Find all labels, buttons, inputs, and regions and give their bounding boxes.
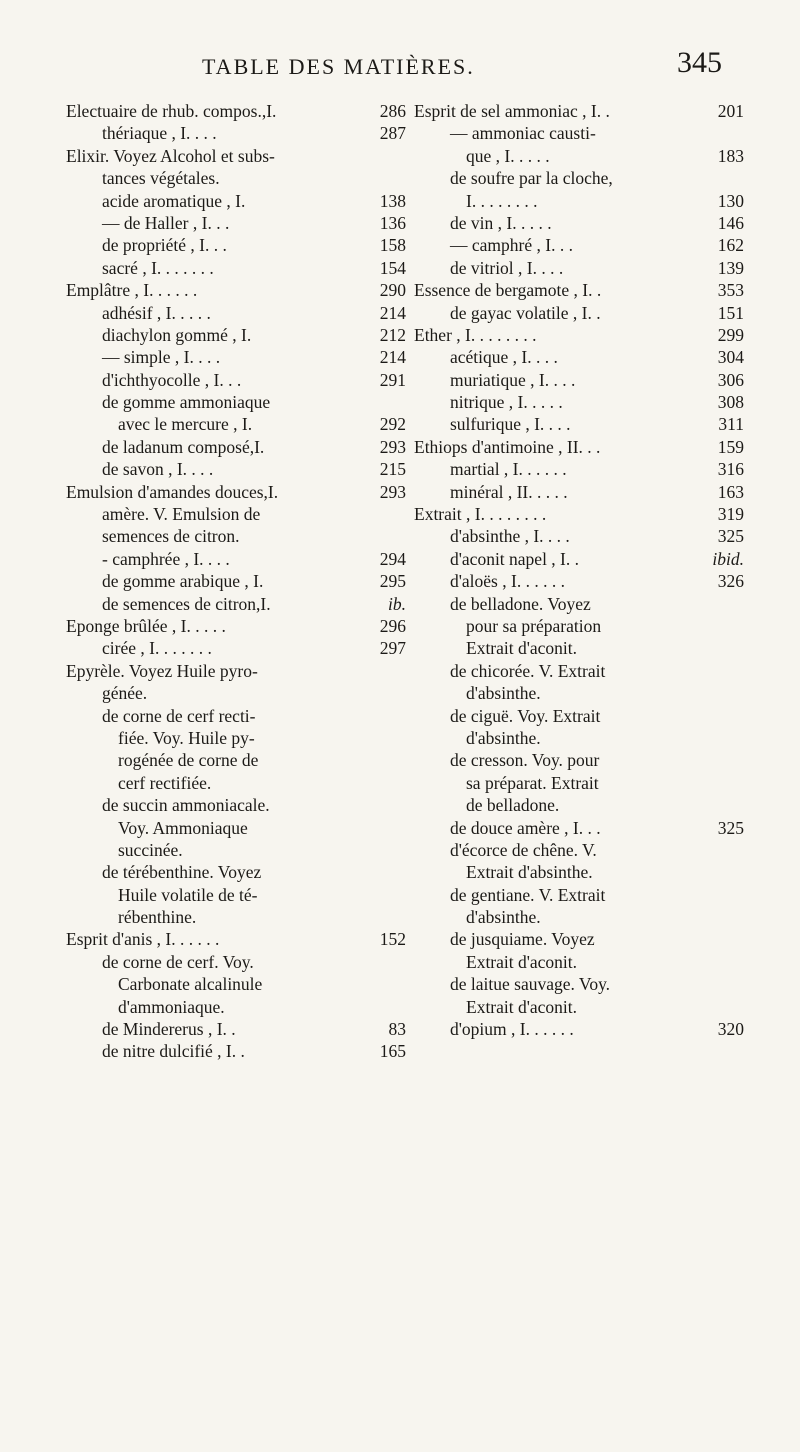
entry-text: Extrait d'aconit. — [466, 951, 578, 972]
entry-text: muriatique , I. . . . — [450, 369, 576, 390]
index-entry — [66, 1018, 406, 1040]
entry-page-ref: 146 — [717, 212, 744, 233]
entry-page-ref: 83 — [388, 1019, 406, 1040]
index-entry — [66, 346, 406, 368]
index-entry — [414, 861, 744, 883]
index-entry — [414, 548, 744, 570]
index-entry — [66, 951, 406, 973]
index-entry — [414, 100, 744, 122]
entry-text: de gomme arabique , I. — [102, 571, 264, 592]
entry-text: de ciguë. Voy. Extrait — [450, 705, 601, 726]
entry-text: acétique , I. . . . — [450, 347, 558, 368]
index-entry — [66, 257, 406, 279]
index-entry — [414, 302, 744, 324]
entry-page-ref: 151 — [717, 302, 744, 323]
entry-page-ref: 165 — [379, 1041, 406, 1062]
index-entry — [414, 705, 744, 727]
index-entry — [66, 637, 406, 659]
entry-text: Electuaire de rhub. compos.,I. — [66, 101, 277, 121]
index-entry — [414, 436, 744, 458]
entry-page-ref: 159 — [717, 436, 744, 457]
index-entry — [414, 570, 744, 592]
entry-text: Extrait d'aconit. — [466, 638, 578, 659]
entry-text: Epyrèle. Voyez Huile pyro- — [66, 660, 258, 681]
index-entry — [66, 682, 406, 704]
index-entry — [414, 928, 744, 950]
index-entry — [414, 906, 744, 928]
index-entry — [414, 257, 744, 279]
entry-text: de gayac volatile , I. . — [450, 302, 601, 323]
entry-text: Elixir. Voyez Alcohol et subs- — [66, 145, 275, 166]
entry-page-ref: 212 — [379, 324, 406, 345]
entry-text: I. . . . . . . . — [466, 190, 538, 211]
entry-page-ref: 136 — [379, 212, 406, 233]
index-entry — [414, 660, 744, 682]
entry-text: diachylon gommé , I. — [102, 324, 252, 345]
index-entry — [414, 458, 744, 480]
entry-text: Carbonate alcalinule — [118, 974, 263, 995]
index-entry — [414, 1018, 744, 1040]
entry-text: Huile volatile de té- — [118, 884, 258, 905]
index-entry — [414, 772, 744, 794]
index-entry — [66, 996, 406, 1018]
entry-text: de semences de citron,I. — [102, 593, 271, 614]
index-entry — [414, 884, 744, 906]
index-entry — [66, 570, 406, 592]
entry-text: Extrait d'absinthe. — [466, 862, 593, 883]
index-entry — [66, 100, 406, 122]
entry-page-ref: 162 — [717, 235, 744, 256]
entry-page-ref: 297 — [379, 638, 406, 659]
entry-text: martial , I. . . . . . — [450, 459, 567, 480]
entry-text: de corne de cerf recti- — [102, 705, 256, 726]
entry-text: adhésif , I. . . . . — [102, 302, 211, 323]
entry-text: Ether , I. . . . . . . . — [414, 324, 537, 345]
index-entry — [414, 122, 744, 144]
entry-text: Extrait , I. . . . . . . . — [414, 504, 547, 525]
entry-page-ref: 299 — [717, 324, 744, 345]
entry-text: génée. — [102, 683, 148, 704]
index-entry — [414, 839, 744, 861]
index-entry — [66, 772, 406, 794]
index-entry — [66, 705, 406, 727]
entry-text: d'aconit napel , I. . — [450, 548, 580, 569]
index-entry — [66, 503, 406, 525]
entry-text: de savon , I. . . . — [102, 459, 214, 480]
index-entry — [66, 973, 406, 995]
index-entry — [414, 413, 744, 435]
entry-text: Emulsion d'amandes douces,I. — [66, 481, 279, 502]
entry-text: de belladone. — [466, 795, 560, 816]
entry-page-ref: 325 — [717, 526, 744, 547]
entry-page-ref: ibid. — [712, 548, 744, 569]
entry-page-ref: 214 — [379, 302, 406, 323]
entry-page-ref: 293 — [379, 436, 406, 457]
entry-text: de propriété , I. . . — [102, 235, 227, 256]
right-index-column — [414, 100, 744, 1040]
index-entry — [66, 122, 406, 144]
entry-text: — camphré , I. . . — [450, 235, 573, 256]
index-entry — [66, 458, 406, 480]
index-entry — [66, 234, 406, 256]
entry-page-ref: 183 — [717, 145, 744, 166]
entry-text: de Mindererus , I. . — [102, 1019, 236, 1040]
index-entry — [414, 727, 744, 749]
entry-text: de gentiane. V. Extrait — [450, 884, 606, 905]
entry-text: Eponge brûlée , I. . . . . — [66, 615, 226, 636]
page-title: TABLE DES MATIÈRES. — [202, 54, 475, 79]
index-entry — [414, 279, 744, 301]
index-entry — [414, 749, 744, 771]
entry-text: de vitriol , I. . . . — [450, 257, 564, 278]
entry-page-ref: 326 — [717, 571, 744, 592]
index-entry — [414, 145, 744, 167]
entry-page-ref: 291 — [379, 369, 406, 390]
entry-text: rogénée de corne de — [118, 750, 259, 771]
entry-page-ref: 311 — [718, 414, 744, 435]
index-entry — [66, 749, 406, 771]
entry-text: d'absinthe. — [466, 727, 541, 748]
entry-text: sa préparat. Extrait — [466, 772, 599, 793]
index-entry — [66, 391, 406, 413]
entry-page-ref: 293 — [379, 481, 406, 502]
entry-text: amère. V. Emulsion de — [102, 504, 261, 525]
entry-text: thériaque , I. . . . — [102, 123, 217, 144]
index-entry — [414, 324, 744, 346]
entry-text: tances végétales. — [102, 168, 220, 189]
entry-text: d'opium , I. . . . . . — [450, 1019, 574, 1040]
entry-text: Emplâtre , I. . . . . . — [66, 280, 198, 301]
entry-text: de vin , I. . . . . — [450, 212, 552, 233]
index-entry — [414, 973, 744, 995]
entry-text: — de Haller , I. . . — [102, 212, 230, 233]
entry-page-ref: 308 — [717, 392, 744, 413]
entry-page-ref: 130 — [717, 190, 744, 211]
index-entry — [414, 615, 744, 637]
entry-text: de laitue sauvage. Voy. — [450, 974, 611, 995]
index-entry — [66, 794, 406, 816]
entry-text: de belladone. Voyez — [450, 593, 591, 614]
entry-text: de corne de cerf. Voy. — [102, 951, 254, 972]
entry-text: - camphrée , I. . . . — [102, 548, 230, 569]
entry-text: — ammoniac causti- — [450, 123, 596, 144]
entry-text: de cresson. Voy. pour — [450, 750, 600, 771]
entry-text: cirée , I. . . . . . . — [102, 638, 212, 659]
entry-text: cerf rectifiée. — [118, 772, 212, 793]
index-entry — [66, 190, 406, 212]
entry-text: de douce amère , I. . . — [450, 817, 601, 838]
entry-text: d'écorce de chêne. V. — [450, 839, 597, 860]
entry-text: de nitre dulcifié , I. . — [102, 1041, 245, 1062]
index-entry — [414, 503, 744, 525]
index-entry — [414, 369, 744, 391]
entry-page-ref: 320 — [717, 1019, 744, 1040]
index-entry — [414, 794, 744, 816]
index-entry — [414, 637, 744, 659]
entry-text: sacré , I. . . . . . . — [102, 257, 214, 278]
entry-page-ref: 319 — [717, 504, 744, 525]
entry-text: avec le mercure , I. — [118, 414, 253, 435]
page-header — [0, 46, 800, 94]
entry-page-ref: 296 — [379, 615, 406, 636]
index-entry — [414, 190, 744, 212]
entry-text: Esprit de sel ammoniac , I. . — [414, 101, 610, 121]
entry-text: fiée. Voy. Huile py- — [118, 727, 255, 748]
entry-text: de succin ammoniacale. — [102, 795, 270, 816]
index-entry — [66, 660, 406, 682]
entry-page-ref: 286 — [379, 101, 406, 121]
index-entry — [414, 817, 744, 839]
index-entry — [66, 817, 406, 839]
entry-page-ref: 290 — [379, 280, 406, 301]
entry-text: de gomme ammoniaque — [102, 392, 271, 413]
index-entry — [66, 302, 406, 324]
index-entry — [414, 525, 744, 547]
entry-text: de soufre par la cloche, — [450, 168, 613, 189]
entry-page-ref: 152 — [379, 929, 406, 950]
entry-text: d'absinthe. — [466, 907, 541, 928]
index-entry — [66, 525, 406, 547]
entry-text: d'absinthe. — [466, 683, 541, 704]
entry-page-ref: 158 — [379, 235, 406, 256]
entry-page-ref: 294 — [379, 548, 406, 569]
entry-text: Esprit d'anis , I. . . . . . — [66, 929, 220, 950]
index-entry — [414, 167, 744, 189]
entry-page-ref: 201 — [717, 101, 744, 121]
index-entry — [66, 884, 406, 906]
entry-page-ref: 215 — [379, 459, 406, 480]
index-entry — [66, 481, 406, 503]
entry-page-ref: ib. — [388, 593, 406, 614]
index-entry — [414, 593, 744, 615]
page-number: 345 — [677, 46, 722, 79]
entry-page-ref: 214 — [379, 347, 406, 368]
entry-page-ref: 295 — [379, 571, 406, 592]
entry-text: que , I. . . . . — [466, 145, 550, 166]
entry-text: Essence de bergamote , I. . — [414, 280, 602, 301]
entry-text: d'aloës , I. . . . . . — [450, 571, 565, 592]
entry-text: d'ichthyocolle , I. . . — [102, 369, 242, 390]
index-entry — [66, 413, 406, 435]
entry-page-ref: 163 — [717, 481, 744, 502]
index-entry — [414, 951, 744, 973]
index-entry — [66, 369, 406, 391]
index-entry — [66, 212, 406, 234]
entry-text: minéral , II. . . . . — [450, 481, 568, 502]
index-entry — [66, 861, 406, 883]
entry-text: semences de citron. — [102, 526, 240, 547]
index-entry — [414, 391, 744, 413]
index-entry — [414, 996, 744, 1018]
index-entry — [66, 167, 406, 189]
left-index-column — [66, 100, 406, 1063]
entry-page-ref: 154 — [379, 257, 406, 278]
index-entry — [66, 615, 406, 637]
entry-page-ref: 138 — [379, 190, 406, 211]
entry-text: de jusquiame. Voyez — [450, 929, 595, 950]
entry-text: de ladanum composé,I. — [102, 436, 265, 457]
index-entry — [414, 682, 744, 704]
index-entry — [66, 548, 406, 570]
entry-text: Extrait d'aconit. — [466, 996, 578, 1017]
entry-text: pour sa préparation — [466, 615, 602, 636]
index-entry — [66, 279, 406, 301]
entry-text: succinée. — [118, 839, 183, 860]
index-entry — [66, 839, 406, 861]
index-entry — [414, 346, 744, 368]
entry-text: Voy. Ammoniaque — [118, 817, 248, 838]
entry-page-ref: 139 — [717, 257, 744, 278]
entry-text: de chicorée. V. Extrait — [450, 660, 606, 681]
index-entry — [66, 145, 406, 167]
index-entry — [66, 593, 406, 615]
index-entry — [66, 436, 406, 458]
entry-text: nitrique , I. . . . . — [450, 392, 563, 413]
index-entry — [414, 234, 744, 256]
entry-text: Ethiops d'antimoine , II. . . — [414, 436, 601, 457]
entry-page-ref: 353 — [717, 280, 744, 301]
entry-text: acide aromatique , I. — [102, 190, 246, 211]
entry-text: de térébenthine. Voyez — [102, 862, 262, 883]
entry-page-ref: 287 — [379, 123, 406, 144]
entry-text: d'ammoniaque. — [118, 996, 225, 1017]
index-entry — [414, 212, 744, 234]
entry-text: d'absinthe , I. . . . — [450, 526, 570, 547]
index-entry — [66, 906, 406, 928]
entry-text: rébenthine. — [118, 907, 197, 928]
entry-text: sulfurique , I. . . . — [450, 414, 571, 435]
entry-page-ref: 292 — [379, 414, 406, 435]
entry-page-ref: 304 — [717, 347, 744, 368]
index-entry — [66, 1040, 406, 1062]
index-entry — [66, 324, 406, 346]
index-entry — [414, 481, 744, 503]
entry-page-ref: 325 — [717, 817, 744, 838]
entry-page-ref: 306 — [717, 369, 744, 390]
entry-page-ref: 316 — [717, 459, 744, 480]
entry-text: — simple , I. . . . — [102, 347, 221, 368]
index-entry — [66, 727, 406, 749]
index-entry — [66, 928, 406, 950]
